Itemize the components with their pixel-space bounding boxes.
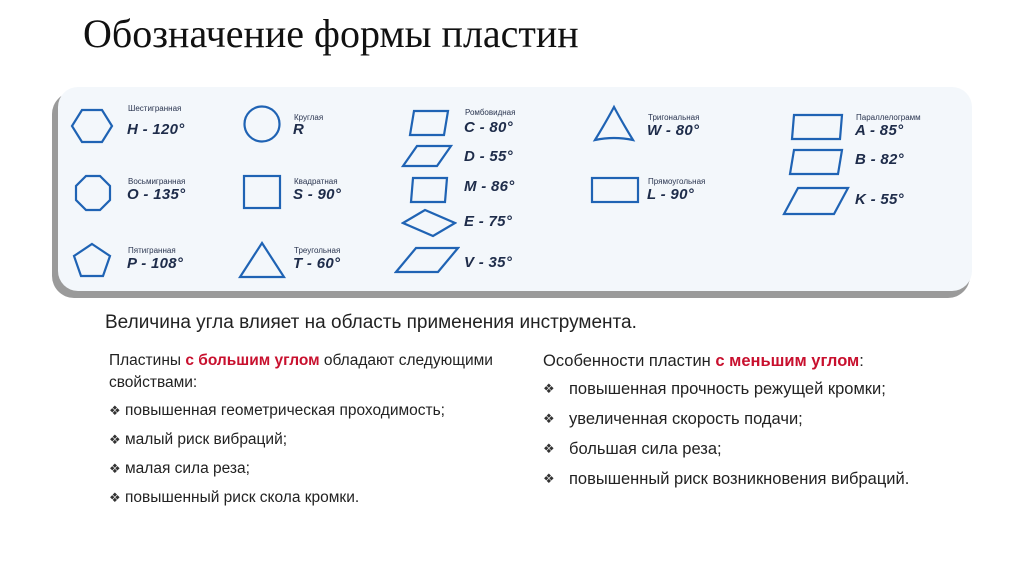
shape-name-para: Параллелограмм	[856, 113, 921, 122]
rhombus-v-shape	[394, 246, 460, 274]
shape-code-para-b: B - 82°	[855, 151, 904, 168]
rectangle-shape	[590, 176, 640, 204]
circle-shape	[242, 104, 282, 144]
large-angle-section	[109, 350, 519, 516]
shape-name-rhomb: Ромбовидная	[465, 108, 516, 117]
lead-sentence: Величина угла влияет на область применения инструмента.	[105, 312, 637, 333]
list-item: ❖ малая сила реза;	[109, 458, 519, 480]
shape-name-rect: Прямоугольная	[648, 177, 706, 186]
list-item: ❖ повышенный риск скола кромки.	[109, 487, 519, 509]
rhombus-c-shape	[408, 109, 450, 137]
diamond-bullet-icon: ❖	[543, 471, 555, 486]
shape-code-square: S - 90°	[293, 186, 342, 203]
small-angle-intro: Особенности пластин с меньшим углом:	[543, 352, 864, 370]
diamond-bullet-icon: ❖	[543, 441, 555, 456]
list-item: ❖ увеличенная скорость подачи;	[543, 410, 803, 428]
parallelogram-k-shape	[782, 186, 850, 216]
page-title: Обозначение формы пластин	[83, 11, 579, 56]
shape-code-pent: P - 108°	[127, 255, 184, 272]
list-item: ❖ повышенная геометрическая проходимость;	[109, 400, 519, 422]
parallelogram-a-shape	[790, 113, 844, 141]
shape-code-rhomb-d: D - 55°	[464, 148, 513, 165]
diamond-bullet-icon: ❖	[109, 403, 121, 418]
shape-code-rhomb-v: V - 35°	[464, 254, 513, 271]
large-angle-highlight: с большим углом	[185, 352, 320, 369]
shape-code-para-a: A - 85°	[855, 122, 904, 139]
octagon-shape	[74, 174, 112, 212]
shape-code-rhomb-c: C - 80°	[464, 119, 513, 136]
small-angle-section	[543, 350, 993, 498]
rhombus-m-shape	[409, 176, 449, 204]
rhombus-e-shape	[401, 208, 457, 238]
diamond-bullet-icon: ❖	[109, 490, 121, 505]
shape-name-trigon: Тригональная	[648, 113, 700, 122]
shape-name-square: Квадратная	[294, 177, 338, 186]
trigon-shape	[592, 104, 636, 144]
list-item: ❖ повышенный риск возникновения вибраций.	[543, 470, 910, 488]
list-item: ❖ большая сила реза;	[543, 440, 722, 458]
shape-code-trigon: W - 80°	[647, 122, 700, 139]
diamond-bullet-icon: ❖	[543, 381, 555, 396]
diamond-bullet-icon: ❖	[109, 461, 121, 476]
triangle-shape	[238, 240, 286, 280]
list-item: ❖ малый риск вибраций;	[109, 429, 519, 451]
diamond-bullet-icon: ❖	[543, 411, 555, 426]
shape-name-pent: Пятигранная	[128, 246, 176, 255]
shape-code-rect: L - 90°	[647, 186, 695, 203]
list-item: ❖ повышенная прочность режущей кромки;	[543, 380, 886, 398]
parallelogram-b-shape	[788, 148, 844, 176]
shape-name-circle: Круглая	[294, 113, 324, 122]
shape-code-rhomb-m: M - 86°	[464, 178, 515, 195]
shape-code-circle: R	[293, 121, 305, 138]
square-shape	[242, 174, 282, 210]
shape-code-para-k: K - 55°	[855, 191, 904, 208]
shape-code-hex: H - 120°	[127, 121, 185, 138]
shape-name-oct: Восьмигранная	[128, 177, 186, 186]
shape-code-tri: T - 60°	[293, 255, 341, 272]
shape-name-tri: Треугольная	[294, 246, 341, 255]
shape-name-hex: Шестигранная	[128, 104, 182, 113]
small-angle-highlight: с меньшим углом	[715, 352, 860, 370]
diamond-bullet-icon: ❖	[109, 432, 121, 447]
pentagon-shape	[72, 242, 112, 278]
shape-code-rhomb-e: E - 75°	[464, 213, 513, 230]
rhombus-d-shape	[401, 144, 453, 168]
large-angle-intro: Пластины с большим углом обладают следующими свойствами:	[109, 352, 493, 391]
hexagon-shape	[70, 108, 114, 144]
shape-code-oct: O - 135°	[127, 186, 186, 203]
